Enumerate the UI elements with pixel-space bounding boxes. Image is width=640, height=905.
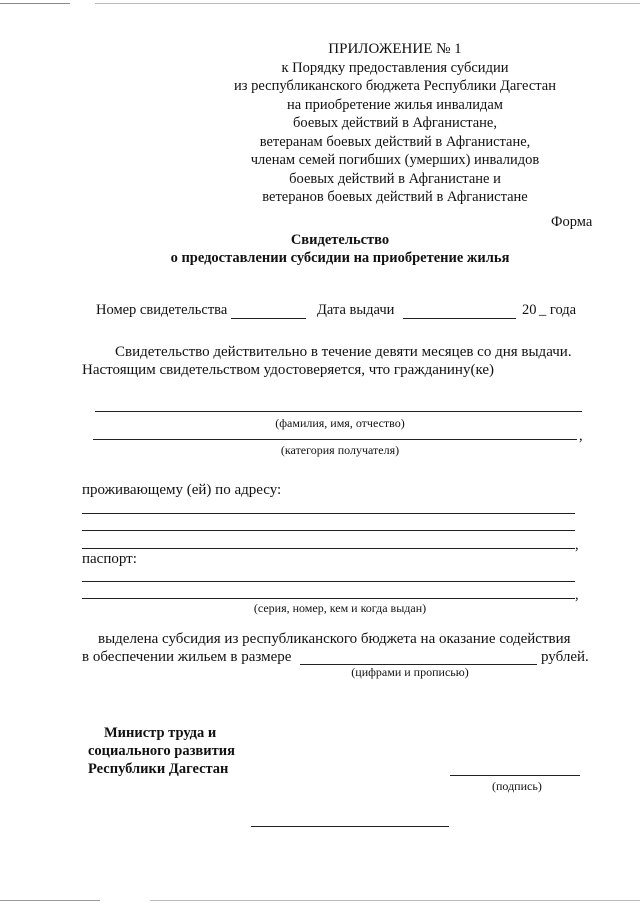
scan-edge-top-right (95, 3, 640, 4)
address-field-2[interactable] (82, 530, 575, 531)
document-subtitle: о предоставлении субсидии на приобретение жилья (170, 250, 510, 266)
signature-caption: (подпись) (492, 779, 542, 793)
appendix-line: на приобретение жилья инвалидам (287, 96, 503, 113)
issue-date-field[interactable] (403, 318, 516, 319)
category-caption: (категория получателя) (280, 443, 400, 457)
signature-field[interactable] (450, 775, 580, 776)
validity-line: Настоящим свидетельством удостоверяется, что гражданину(ке) (82, 362, 495, 378)
bottom-line[interactable] (251, 826, 449, 827)
year-suffix: _ года (539, 302, 577, 318)
field-comma: , (575, 537, 579, 553)
passport-label: паспорт: (82, 551, 137, 567)
address-field-3[interactable] (82, 548, 575, 549)
certificate-number-label: Номер свидетельства (96, 302, 228, 318)
field-comma: , (579, 428, 583, 444)
appendix-line: ветеранам боевых действий в Афганистане, (259, 133, 531, 150)
passport-field-1[interactable] (82, 581, 575, 582)
appendix-line: боевых действий в Афганистане, (293, 115, 497, 131)
year-prefix: 20 (522, 302, 537, 318)
signatory-line: Министр труда и (104, 725, 217, 741)
fio-field[interactable] (95, 411, 582, 412)
document-title: Свидетельство (290, 232, 390, 248)
passport-caption: (серия, номер, кем и когда выдан) (253, 601, 427, 615)
subsidy-amount-suffix: рублей. (541, 649, 589, 665)
scan-edge-bottom (0, 900, 100, 901)
form-label: Форма (551, 214, 593, 230)
appendix-block (230, 40, 560, 207)
appendix-line: ветеранов боевых действий в Афганистане (262, 189, 528, 205)
issue-date-label: Дата выдачи (317, 302, 395, 318)
field-comma: , (575, 587, 579, 603)
category-field[interactable] (93, 439, 577, 440)
fio-caption: (фамилия, имя, отчество) (275, 416, 405, 430)
address-label: проживающему (ей) по адресу: (82, 482, 282, 498)
subsidy-amount-prefix: в обеспечении жильем в размере (82, 649, 292, 665)
scan-edge-top (0, 3, 70, 4)
subsidy-line: выделена субсидия из республиканского бюджета на оказание содействия (98, 631, 571, 647)
address-field-1[interactable] (82, 513, 575, 514)
appendix-title: ПРИЛОЖЕНИЕ № 1 (328, 41, 462, 57)
certificate-number-field[interactable] (231, 318, 306, 319)
signatory-line: Республики Дагестан (88, 761, 229, 777)
appendix-line: к Порядку предоставления субсидии (281, 59, 509, 76)
passport-field-2[interactable] (82, 598, 575, 599)
appendix-line: боевых действий в Афганистане и (289, 170, 501, 187)
scan-edge-bottom-right (150, 900, 640, 901)
subsidy-caption: (цифрами и прописью) (351, 665, 469, 679)
appendix-line: членам семей погибших (умерших) инвалидов (250, 152, 540, 168)
validity-line: Свидетельство действительно в течение девяти месяцев со дня выдачи. (115, 344, 572, 360)
signatory-line: социального развития (88, 743, 235, 759)
appendix-line: из республиканского бюджета Республики Дагестан (234, 78, 556, 94)
